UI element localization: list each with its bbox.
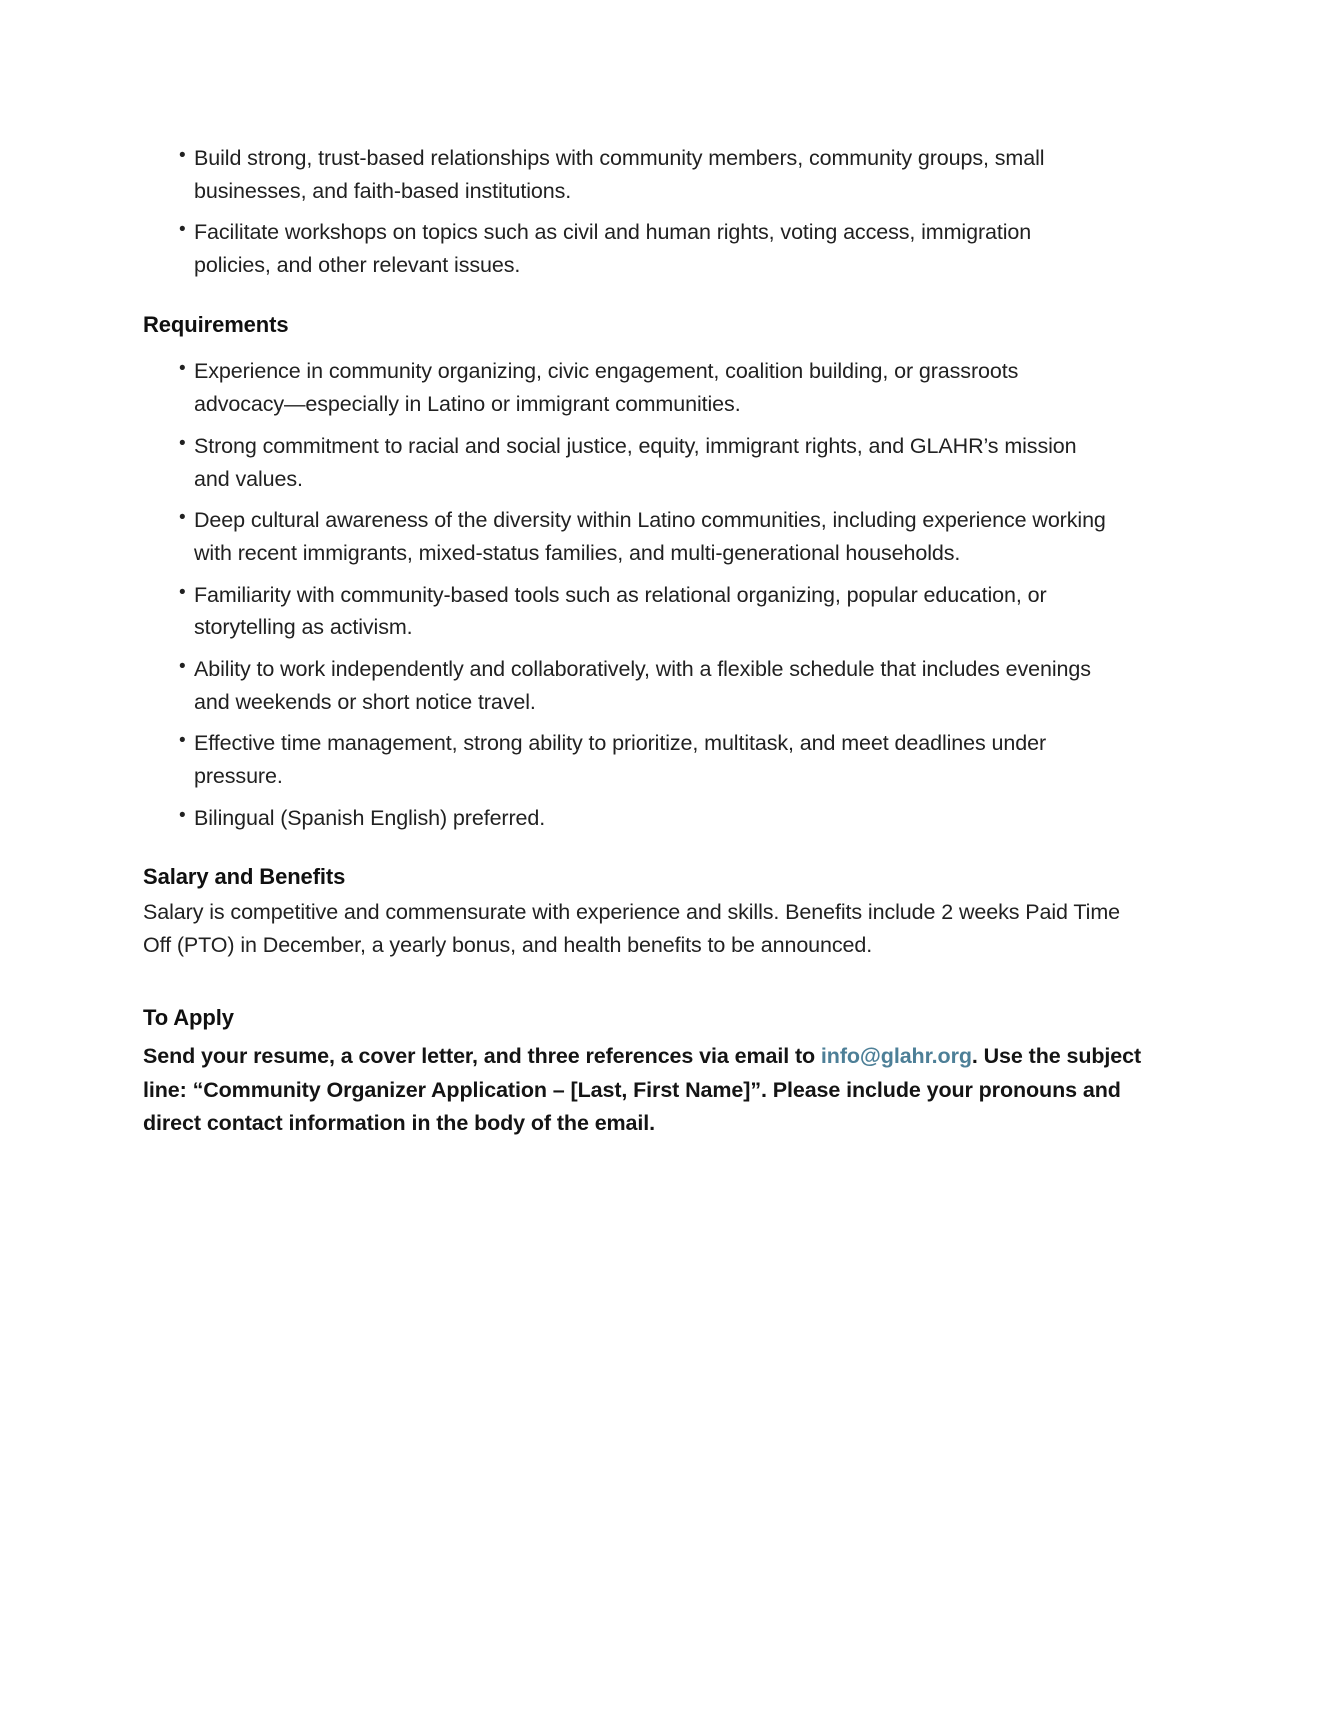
list-item: • Experience in community organizing, civic engagement, coalition building, or grassroots advocacy—especially in Latino or immigrant communities. [179,355,1109,420]
salary-paragraph: Salary is competitive and commensurate with experience and skills. Benefits include 2 weeks Paid Time Off (PTO) in December, a yearly bonus, and health benefits to be announced. [143,900,1120,957]
apply-text-after-link: . Use the subject line: “Community Organizer Application – [Last, First Name]”. Please include your pronouns and direct contact information in the body of the email. [143,1044,1142,1136]
list-item: • Effective time management, strong ability to prioritize, multitask, and meet deadlines under pressure. [179,727,1109,792]
list-item: • Ability to work independently and collaboratively, with a flexible schedule that includes evenings and weekends or short notice travel. [179,653,1109,718]
apply-heading: To Apply [143,1005,234,1031]
section-spacer [143,961,1225,975]
list-item: • Facilitate workshops on topics such as civil and human rights, voting access, immigration policies, and other relevant issues. [179,216,1109,281]
list-item: • Bilingual (Spanish English) preferred. [179,802,1109,835]
list-item: • Build strong, trust-based relationships with community members, community groups, small businesses, and faith-based institutions. [179,142,1109,207]
requirements-bullet-list [179,355,1109,834]
apply-paragraph [143,1040,1163,1141]
intro-bullet-list [179,142,1109,282]
salary-heading: Salary and Benefits [143,864,346,890]
requirements-heading: Requirements [143,311,289,337]
list-item: • Familiarity with community-based tools such as relational organizing, popular education, or storytelling as activism. [179,579,1109,644]
list-item: • Strong commitment to racial and social justice, equity, immigrant rights, and GLAHR’s mission and values. [179,430,1109,495]
list-item: • Deep cultural awareness of the diversity within Latino communities, including experience working with recent immigrants, mixed-status families, and multi-generational households. [179,504,1109,569]
apply-text-before-link: Send your resume, a cover letter, and three references via email to [143,1044,821,1069]
email-link[interactable]: info@glahr.org [820,1044,972,1069]
